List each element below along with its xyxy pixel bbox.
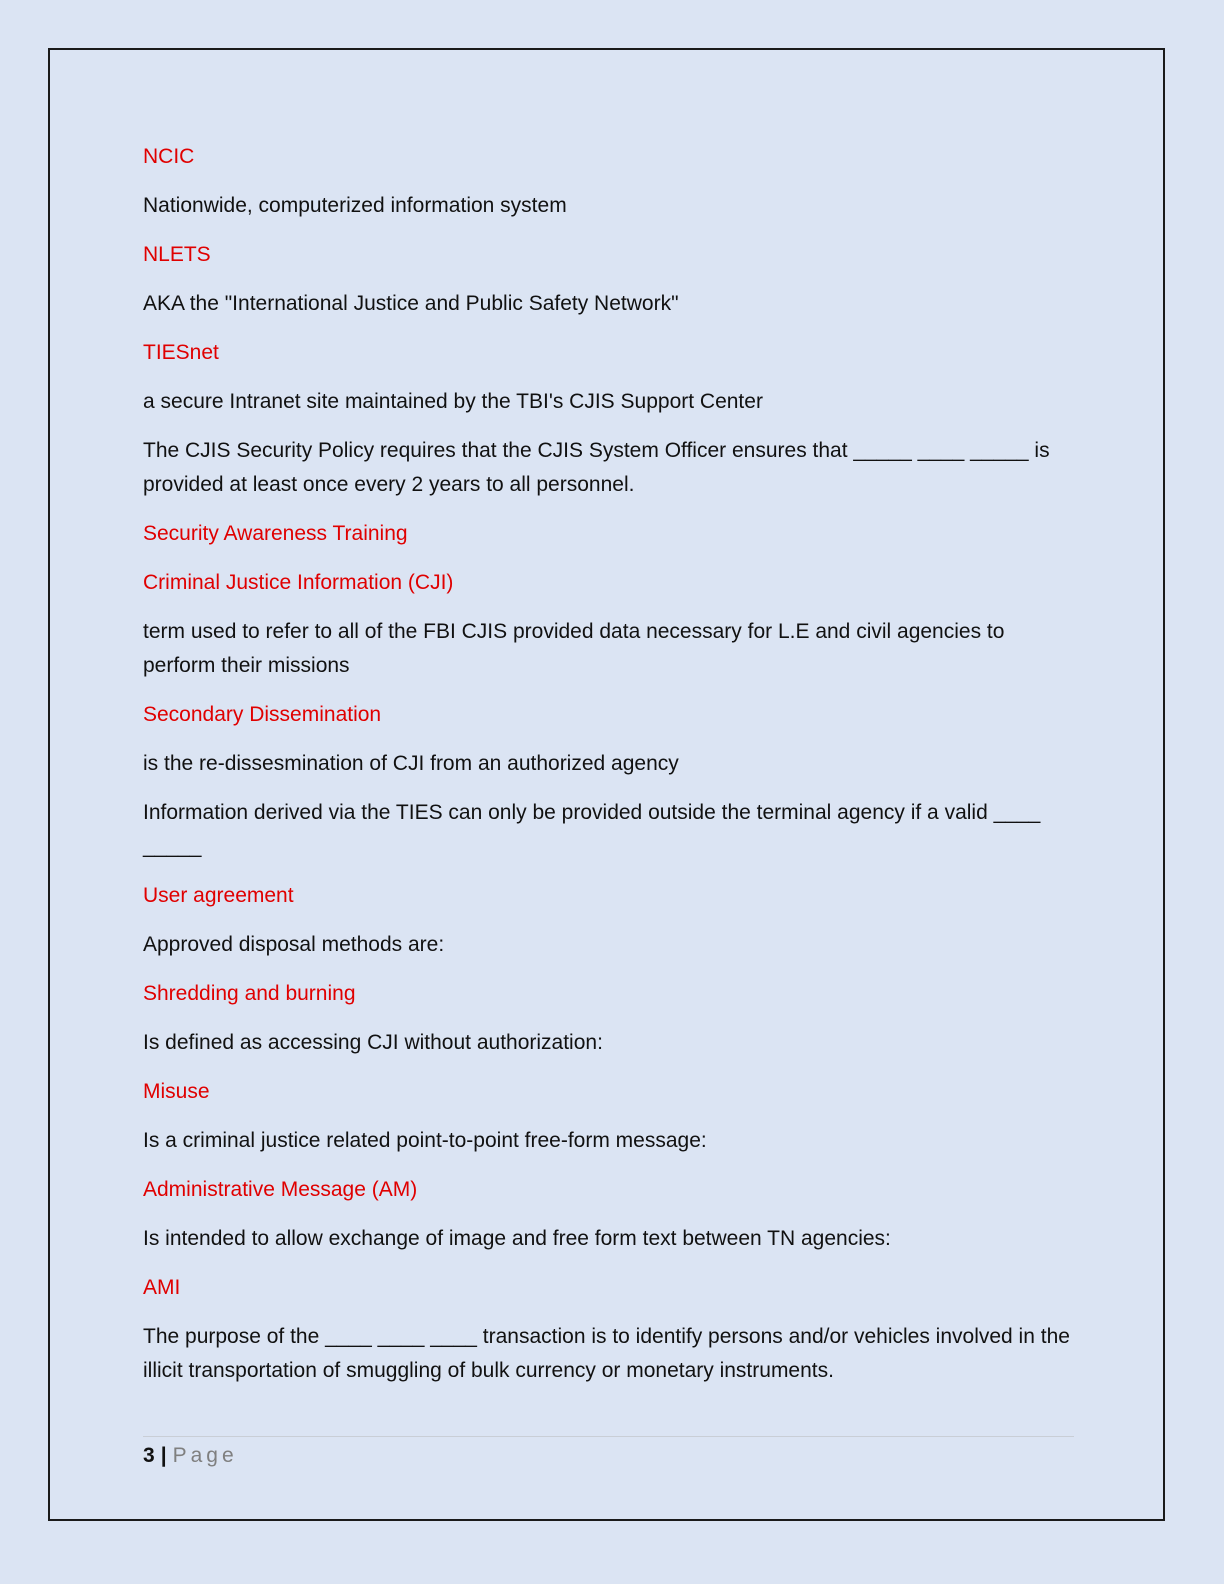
page-footer: [143, 1436, 1074, 1471]
document-body: [143, 140, 1078, 1403]
prompt-line: Is a criminal justice related point-to-point free-form message:: [143, 1129, 707, 1152]
answer-line: NLETS: [143, 243, 211, 266]
answer-line: AMI: [143, 1276, 181, 1299]
prompt-line: Approved disposal methods are:: [143, 933, 445, 956]
prompt-line: The purpose of the ____ ____ ____ transaction is to identify persons and/or vehicles involved in the illicit transportation of smuggling of bulk currency or monetary instruments.: [143, 1325, 1070, 1382]
answer-line: Misuse: [143, 1080, 210, 1103]
answer-line: TIESnet: [143, 341, 219, 364]
answer-line: Administrative Message (AM): [143, 1178, 418, 1201]
prompt-line: AKA the "International Justice and Public Safety Network": [143, 292, 679, 315]
page-number: 3: [143, 1444, 155, 1467]
page-separator: |: [160, 1444, 167, 1467]
answer-line: Criminal Justice Information (CJI): [143, 571, 454, 594]
prompt-line: The CJIS Security Policy requires that the CJIS System Officer ensures that _____ ____ _____ is provided at least once every 2 years to all personnel.: [143, 439, 1050, 496]
prompt-line: a secure Intranet site maintained by the TBI's CJIS Support Center: [143, 390, 763, 413]
page-label: Page: [172, 1444, 238, 1467]
answer-line: User agreement: [143, 884, 294, 907]
prompt-line: Information derived via the TIES can only be provided outside the terminal agency if a valid ____ _____: [143, 801, 1041, 858]
prompt-line: Is defined as accessing CJI without authorization:: [143, 1031, 603, 1054]
prompt-line: is the re-dissesmination of CJI from an authorized agency: [143, 752, 679, 775]
answer-line: Security Awareness Training: [143, 522, 408, 545]
answer-line: Secondary Dissemination: [143, 703, 382, 726]
prompt-line: Nationwide, computerized information system: [143, 194, 567, 217]
answer-line: NCIC: [143, 145, 195, 168]
prompt-line: Is intended to allow exchange of image and free form text between TN agencies:: [143, 1227, 891, 1250]
prompt-line: term used to refer to all of the FBI CJIS provided data necessary for L.E and civil agencies to perform their missions: [143, 620, 1005, 677]
answer-line: Shredding and burning: [143, 982, 356, 1005]
